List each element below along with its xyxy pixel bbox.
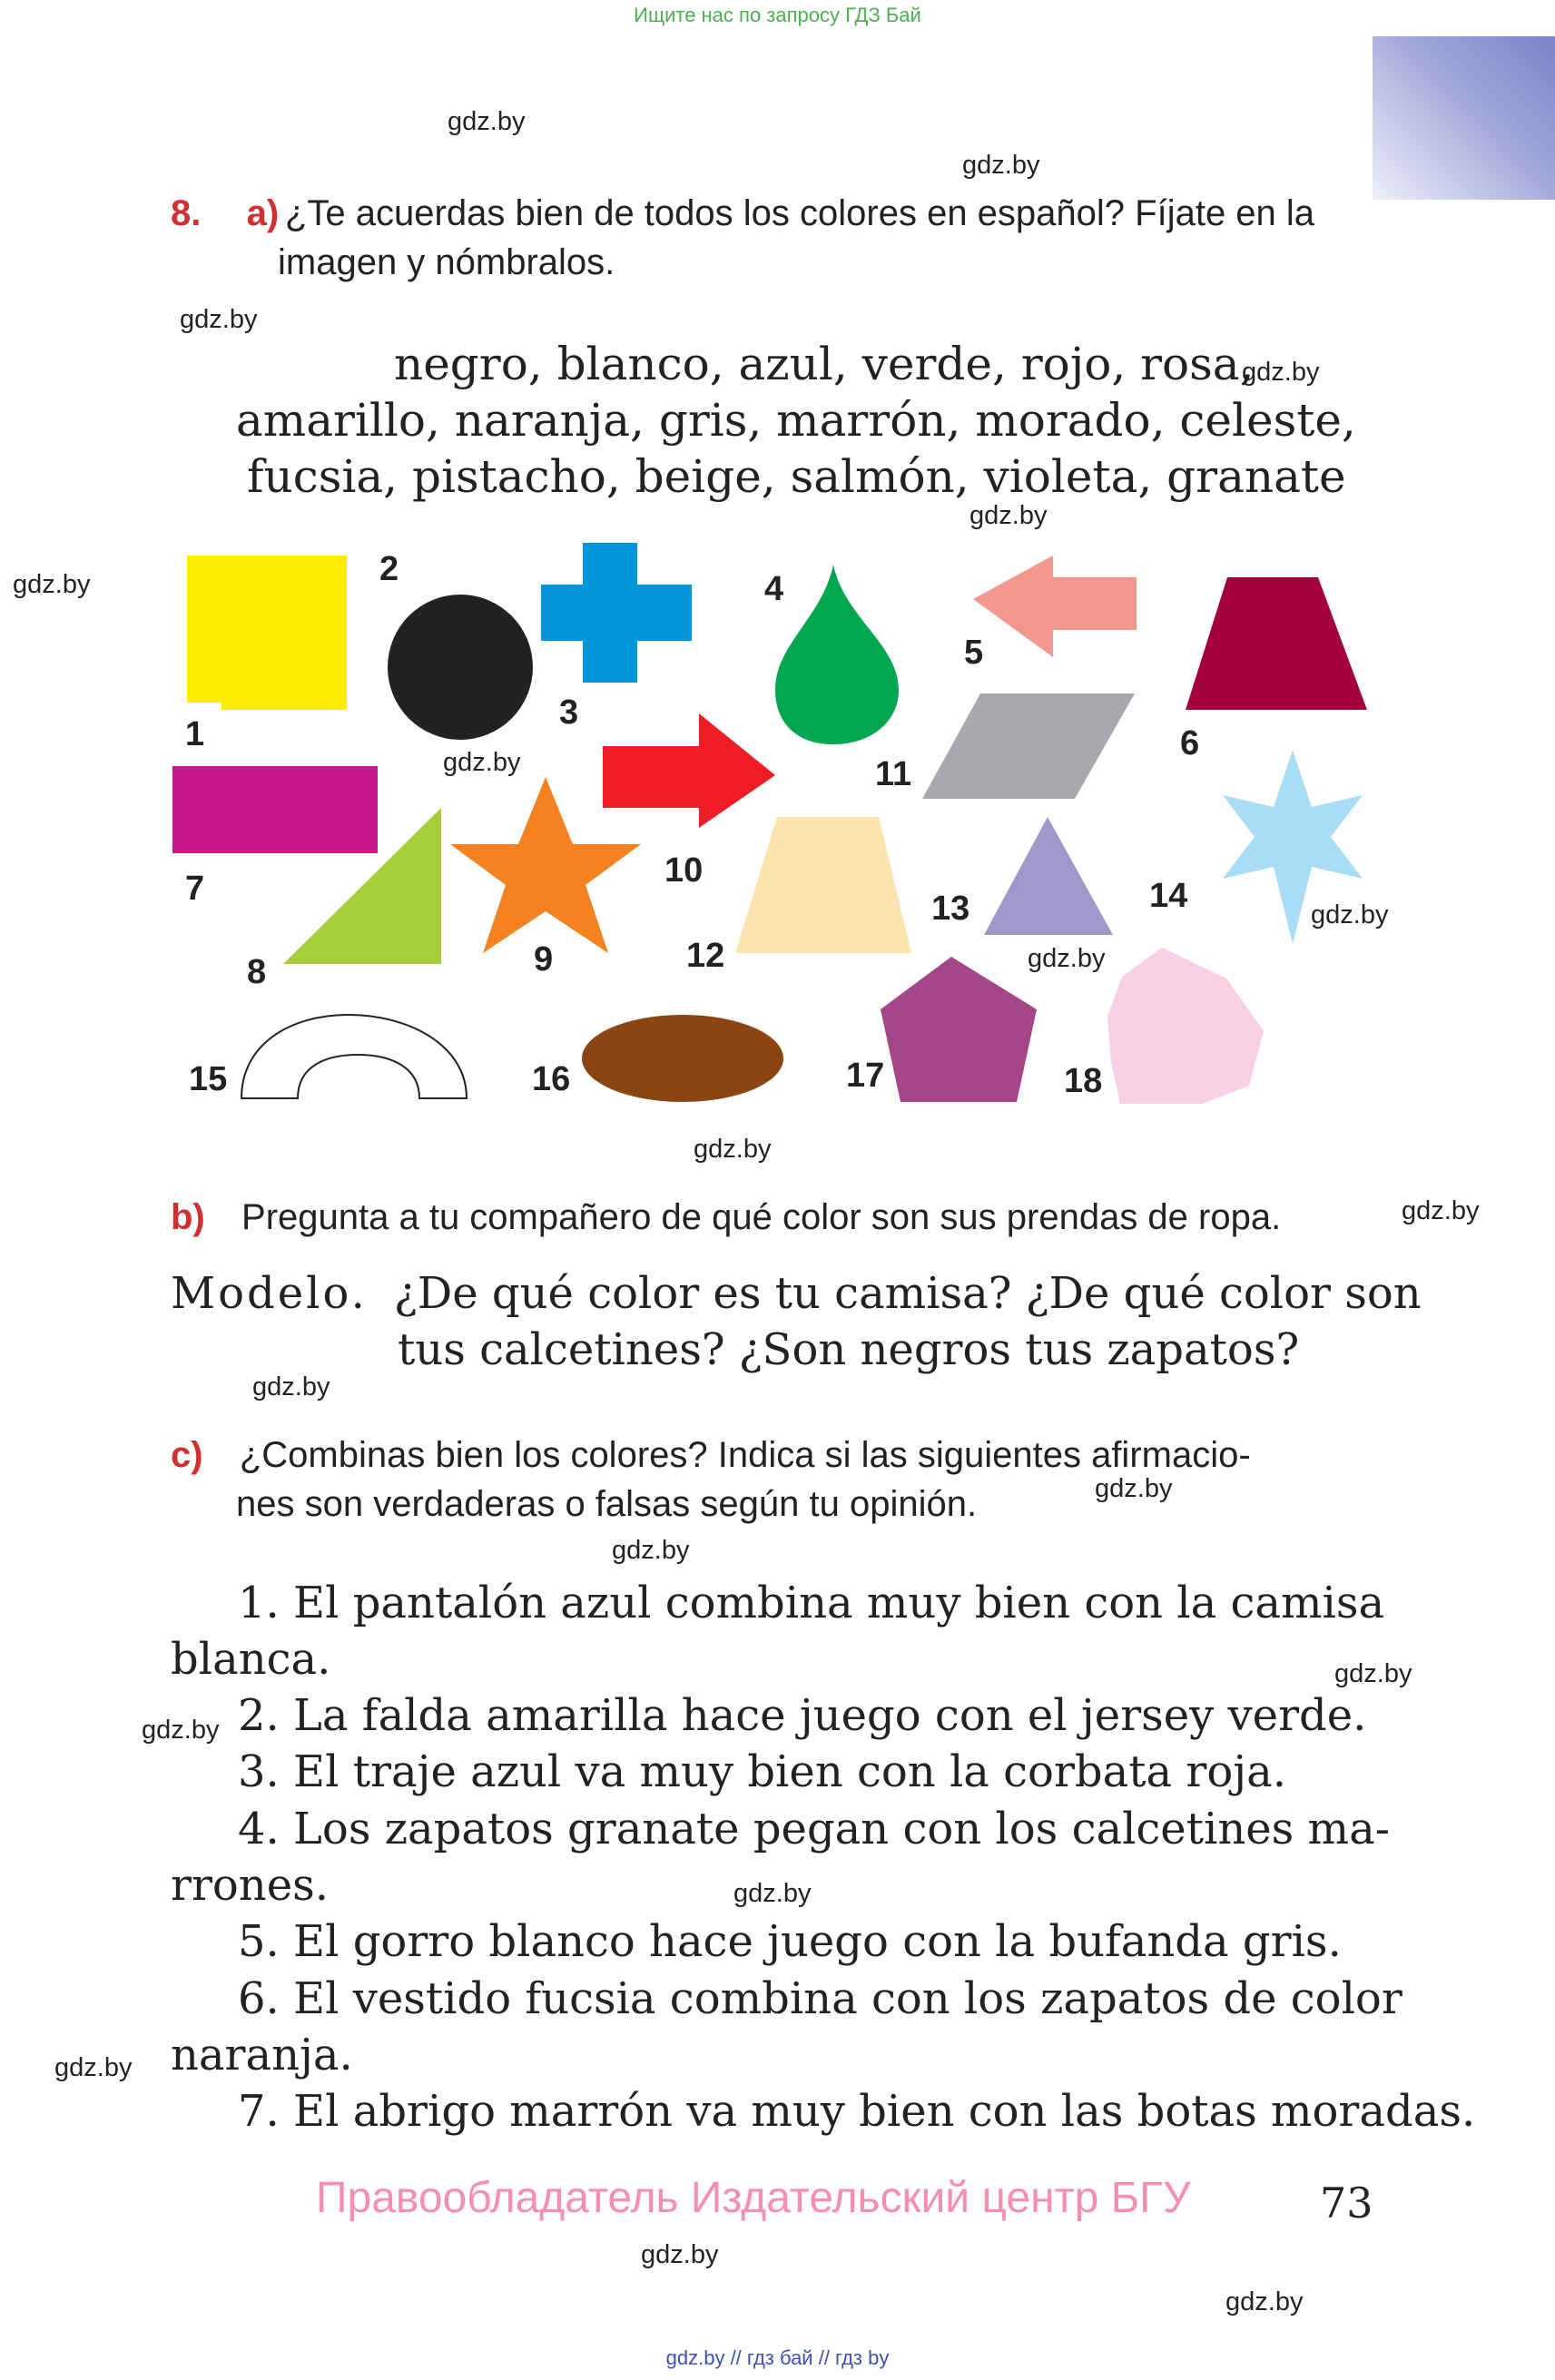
modelo-label: Modelo. [171,1268,368,1319]
statement-line: 6. El vestido fucsia combina con los zapatos de color [238,1973,1402,2024]
statement-line: rrones. [171,1860,329,1911]
watermark: gdz.by [1311,900,1389,929]
watermark: gdz.by [694,1135,772,1164]
top-banner[interactable]: Ищите нас по запросу ГДЗ Бай [634,4,921,26]
part-c-instruction-line-1: ¿Combinas bien los colores? Indica si las siguientes afirmacio- [239,1435,1251,1475]
cross-icon [541,543,692,683]
shape-label: 17 [846,1057,885,1095]
watermark: gdz.by [969,501,1048,530]
trapezoid-icon [1186,577,1367,710]
watermark: gdz.by [54,2053,133,2082]
watermark: gdz.by [1095,1474,1173,1503]
pentagon-icon [881,957,1037,1102]
arrow-right-icon [603,713,775,828]
shape-label: 10 [664,851,704,890]
shape-label: 6 [1180,724,1200,762]
watermark: gdz.by [641,2240,719,2269]
watermark: gdz.by [142,1716,220,1745]
part-c [171,1431,1251,1480]
bottom-links[interactable]: gdz.by // гдз бай // гдз by [665,2346,890,2369]
shape-label: 5 [964,634,984,672]
shape-label: 9 [534,940,554,979]
statement-line: 5. El gorro blanco hace juego con la bufanda gris. [238,1916,1342,1967]
shape-label: 12 [686,937,725,975]
statement-line: 7. El abrigo marrón va muy bien con las botas moradas. [238,2086,1476,2137]
arch-icon [241,1015,467,1098]
shape-label: 4 [764,570,784,608]
statement-line: blanca. [171,1634,331,1685]
watermark: gdz.by [612,1536,690,1565]
watermark: gdz.by [448,107,526,136]
part-b-instruction: Pregunta a tu compañero de qué color son sus prendas de ropa. [241,1197,1282,1237]
part-a-label: a) [246,193,280,233]
modelo-line-2: tus calcetines? ¿Son negros tus zapatos? [398,1324,1300,1375]
drop-icon [775,565,899,744]
watermark: gdz.by [733,1879,812,1908]
watermark: gdz.by [1334,1659,1412,1688]
page-number: 73 [1320,2178,1373,2228]
square-notch [187,703,221,710]
arrow-left-icon [973,556,1137,657]
shape-label: 3 [559,693,579,732]
part-a-instruction: ¿Te acuerdas bien de todos los colores en español? Fíjate en la imagen y nómbralos. [278,193,1315,282]
watermark: gdz.by [1225,2287,1304,2316]
statement-line: 1. El pantalón azul combina muy bien con la camisa [238,1578,1385,1628]
shape-label: 13 [931,890,970,928]
ellipse-icon [582,1015,783,1102]
part-c-instruction-line-2: nes son verdaderas o falsas según tu opinión. [236,1484,978,1524]
exercise-number: 8. [171,193,202,233]
square-icon [187,556,347,710]
copyright-owner: Правообладатель Издательский центр БГУ [316,2174,1191,2222]
part-b [171,1193,1281,1242]
part-b-label: b) [171,1197,205,1237]
trapezoid-icon-12 [735,817,911,953]
watermark: gdz.by [1028,944,1106,973]
parallelogram-icon [922,693,1135,799]
statement-line: 2. La falda amarilla hace juego con el jersey verde. [238,1690,1367,1741]
colors-line-1: negro, blanco, azul, verde, rojo, rosa, [394,338,1255,390]
shape-label: 2 [379,550,399,588]
shape-label: 16 [532,1060,571,1098]
watermark: gdz.by [180,305,258,334]
colors-line-3: fucsia, pistacho, beige, salmón, violeta, granate [247,450,1346,503]
statement-line: naranja. [171,2030,353,2080]
circle-icon [388,595,533,740]
shape-label: 15 [189,1060,228,1098]
watermark: gdz.by [443,748,521,777]
watermark: gdz.by [1242,358,1320,387]
shape-label: 11 [875,755,912,793]
rectangle-icon [172,766,378,853]
shape-label: 1 [185,715,205,753]
shape-label: 8 [247,953,267,991]
triangle-icon [984,817,1113,935]
watermark: gdz.by [962,151,1040,180]
watermark: gdz.by [252,1372,330,1401]
part-c-label: c) [171,1435,203,1475]
modelo-line-1: ¿De qué color es tu camisa? ¿De qué color son [394,1268,1422,1319]
heptagon-icon [1107,948,1264,1104]
shape-label: 7 [185,870,205,908]
shape-label: 14 [1149,877,1188,915]
statement-line: 3. El traje azul va muy bien con la corbata roja. [238,1746,1286,1797]
statement-line: 4. Los zapatos granate pegan con los calcetines ma- [238,1804,1390,1854]
watermark: gdz.by [13,570,91,599]
shape-label: 18 [1064,1062,1103,1100]
colors-line-2: amarillo, naranja, gris, marrón, morado, celeste, [236,394,1356,447]
six-point-star-icon [1223,750,1363,944]
watermark: gdz.by [1402,1196,1480,1225]
